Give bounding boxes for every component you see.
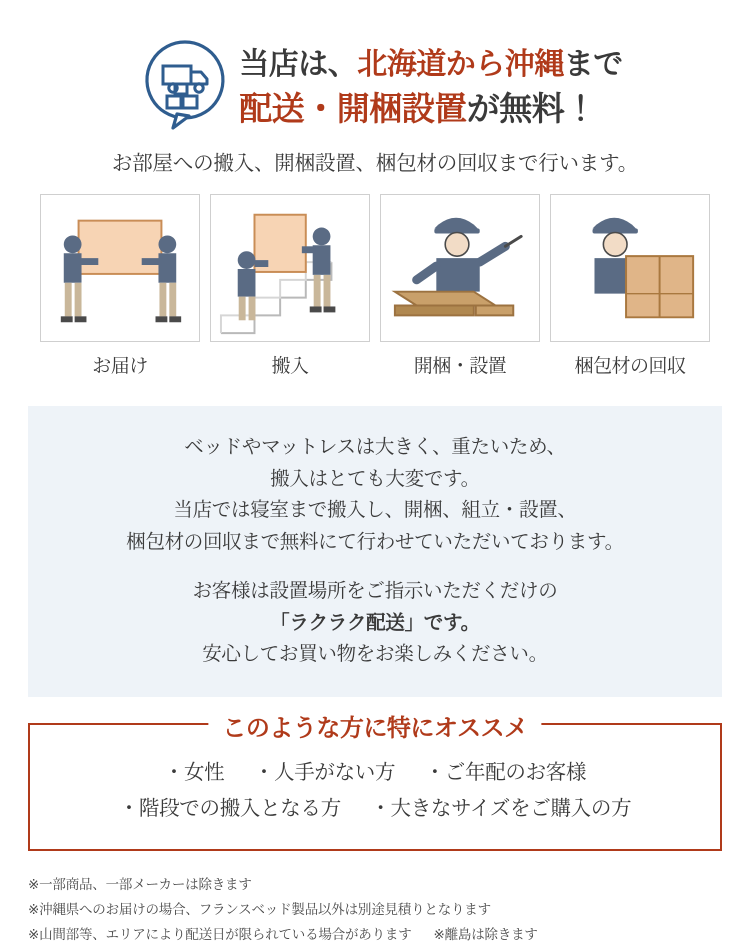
- note-item: ※沖縄県へのお届けの場合、フランスベッド製品以外は別途見積りとなります: [28, 901, 491, 917]
- note-item: ※山間部等、エリアにより配送日が限られている場合があります: [28, 926, 412, 942]
- recommend-item: ・人手がない方: [253, 761, 396, 785]
- subheadline: お部屋への搬入、開梱設置、梱包材の回収まで行います。: [111, 152, 639, 175]
- message-line: 当店では寝室まで搬入し、開梱、組立・設置、: [173, 499, 577, 522]
- recommend-item: ・女性: [163, 761, 225, 785]
- headline-line-2: [239, 88, 623, 131]
- headline-2-plain: が無料！: [466, 89, 597, 127]
- headline-1-accent: 北海道から沖縄: [357, 48, 564, 81]
- headline-block: [239, 46, 623, 130]
- notes-list: [28, 873, 750, 948]
- note-item-row: [28, 923, 750, 948]
- step-label: お届け: [92, 356, 148, 377]
- message-line-highlight: 「ラクラク配送」です。: [270, 611, 480, 634]
- recommend-item: ・ご年配のお客様: [424, 761, 587, 785]
- recommend-row-2: [30, 791, 720, 827]
- step-label: 開梱・設置: [413, 356, 507, 377]
- message-spacer: [48, 558, 702, 576]
- headline-1-plain-a: 当店は、: [239, 48, 358, 81]
- two-workers-carrying-board-icon: [40, 194, 200, 342]
- steps-row: [0, 194, 750, 378]
- worker-carrying-cardboard-icon: [550, 194, 710, 342]
- recommend-item: ・大きなサイズをご購入の方: [370, 796, 632, 820]
- message-line: お客様は設置場所をご指示いただくだけの: [192, 580, 558, 603]
- step-item: [550, 194, 710, 378]
- workers-carrying-up-stairs-icon: [210, 194, 370, 342]
- headline-1-plain-b: まで: [563, 48, 623, 81]
- step-label: 搬入: [271, 356, 309, 377]
- message-line: 梱包材の回収まで無料にて行わせていただいております。: [126, 530, 624, 553]
- worker-assembling-bed-icon: [380, 194, 540, 342]
- header: [0, 0, 750, 132]
- step-item: [210, 194, 370, 378]
- recommend-item: ・階段での搬入となる方: [118, 796, 341, 820]
- headline-line-1: [239, 46, 623, 84]
- message-line: 搬入はとても大変です。: [270, 467, 480, 490]
- note-item: ※一部商品、一部メーカーは除きます: [28, 876, 252, 892]
- step-item: [40, 194, 200, 378]
- message-panel: [28, 406, 722, 697]
- delivery-truck-icon: [137, 36, 233, 132]
- message-line: 安心してお買い物をお楽しみください。: [202, 643, 548, 666]
- step-item: [380, 194, 540, 378]
- message-line: ベッドやマットレスは大きく、重たいため、: [184, 436, 566, 458]
- recommend-title: このような方に特にオススメ: [208, 708, 541, 743]
- recommend-row-1: [30, 755, 720, 791]
- headline-2-accent: 配送・開梱設置: [239, 89, 467, 127]
- note-item: ※離島は除きます: [433, 926, 538, 942]
- step-label: 梱包材の回収: [574, 356, 686, 377]
- recommend-box: [28, 715, 722, 851]
